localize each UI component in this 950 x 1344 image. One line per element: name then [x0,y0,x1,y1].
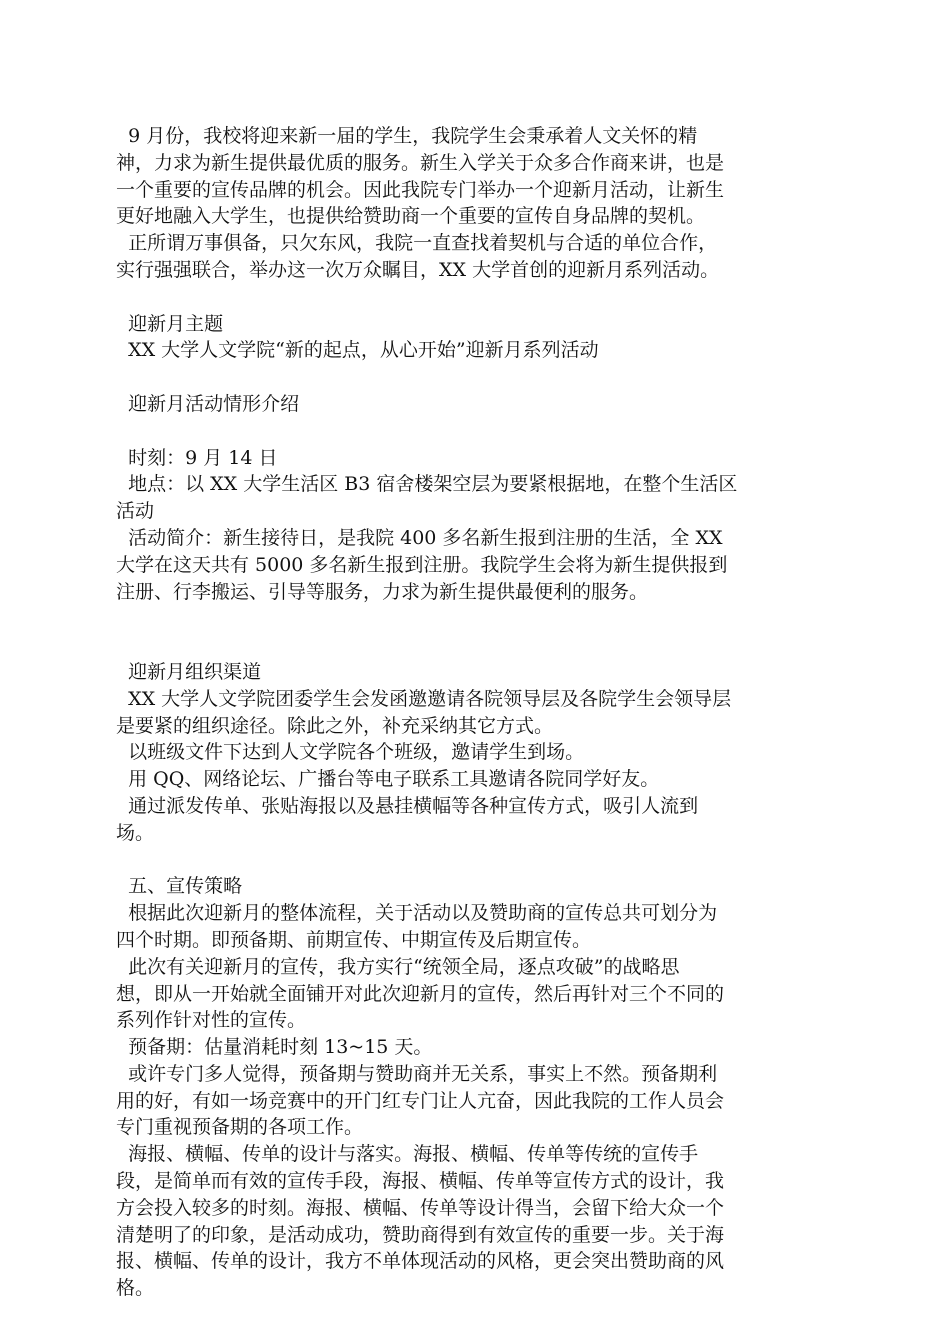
text-line: 段，是简单而有效的宣传手段，海报、横幅、传单等宣传方式的设计，我 [116,1170,725,1193]
spacer [116,418,840,445]
text-line: 以班级文件下达到人文学院各个班级，邀请学生到场。 [116,741,585,764]
text-line: 一个重要的宣传品牌的机会。因此我院专门举办一个迎新月活动，让新生 [116,178,725,201]
spacer [116,605,840,632]
text-line: 海报、横幅、传单的设计与落实。海报、横幅、传单等传统的宣传手 [116,1143,699,1166]
text-line: 活动 [116,500,155,523]
activity-details [116,445,840,606]
text-line: 神，力求为新生提供最优质的服务。新生入学关于众多合作商来讲，也是 [116,151,725,174]
theme-heading: 迎新月主题 [116,312,224,335]
text-line: 根据此次迎新月的整体流程，关于活动以及赞助商的宣传总共可划分为 [116,902,718,925]
spacer [116,364,840,391]
text-line: 此次有关迎新月的宣传，我方实行“统领全局，逐点攻破”的战略思 [116,955,680,978]
text-line: 方会投入较多的时刻。海报、横幅、传单等设计得当，会留下给大众一个 [116,1196,725,1219]
document-body [116,123,840,1302]
activity-intro-heading: 迎新月活动情形介绍 [116,392,300,415]
text-line: 大学在这天共有 5000 多名新生报到注册。我院学生会将为新生提供报到 [116,553,728,576]
spacer [116,632,840,659]
text-line: 正所谓万事俱备，只欠东风，我院一直查找着契机与合适的单位合作， [116,232,718,255]
text-line: 格。 [116,1277,155,1300]
text-line: 四个时期。即预备期、前期宣传、中期宣传及后期宣传。 [116,928,592,951]
theme-text: XX 大学人文学院“新的起点，从心开始”迎新月系列活动 [116,339,599,362]
text-line: 或许专门多人觉得，预备期与赞助商并无关系，事实上不然。预备期利 [116,1062,718,1085]
text-line: 场。 [116,821,155,844]
text-line: 更好地融入大学生，也提供给赞助商一个重要的宣传自身品牌的契机。 [116,205,706,228]
text-line: 报、横幅、传单的设计，我方不单体现活动的风格，更会突出赞助商的风 [116,1250,725,1273]
text-line: 活动简介：新生接待日，是我院 400 多名新生报到注册的生活，全 XX [116,526,723,549]
text-line: 时刻：9 月 14 日 [116,446,278,469]
text-line: 专门重视预备期的各项工作。 [116,1116,364,1139]
text-line: 预备期：估量消耗时刻 13~15 天。 [116,1036,433,1059]
text-line: 用 QQ、网络论坛、广播台等电子联系工具邀请各院同学好友。 [116,768,660,791]
intro-paragraphs [116,123,840,284]
channels-heading: 迎新月组织渠道 [116,660,262,683]
strategy-heading: 五、宣传策略 [116,875,243,898]
text-line: 用的好，有如一场竞赛中的开门红专门让人亢奋，因此我院的工作人员会 [116,1089,725,1112]
spacer [116,847,840,874]
text-line: 通过派发传单、张贴海报以及悬挂横幅等各种宣传方式，吸引人流到 [116,794,699,817]
text-line: 实行强强联合，举办这一次万众瞩目，XX 大学首创的迎新月系列活动。 [116,258,720,281]
channels-paragraphs [116,686,840,847]
text-line: 系列作针对性的宣传。 [116,1009,307,1032]
text-line: 想，即从一开始就全面铺开对此次迎新月的宣传，然后再针对三个不同的 [116,982,725,1005]
text-line: 地点：以 XX 大学生活区 B3 宿舍楼架空层为要紧根据地，在整个生活区 [116,473,738,496]
spacer [116,284,840,311]
text-line: XX 大学人文学院团委学生会发函邀邀请各院领导层及各院学生会领导层 [116,687,732,710]
text-line: 清楚明了的印象，是活动成功，赞助商得到有效宣传的重要一步。关于海 [116,1223,725,1246]
text-line: 9 月份，我校将迎来新一届的学生，我院学生会秉承着人文关怀的精 [116,125,698,147]
text-line: 注册、行李搬运、引导等服务，力求为新生提供最便利的服务。 [116,580,649,603]
strategy-paragraphs [116,900,840,1302]
text-line: 是要紧的组织途径。除此之外，补充采纳其它方式。 [116,714,554,737]
